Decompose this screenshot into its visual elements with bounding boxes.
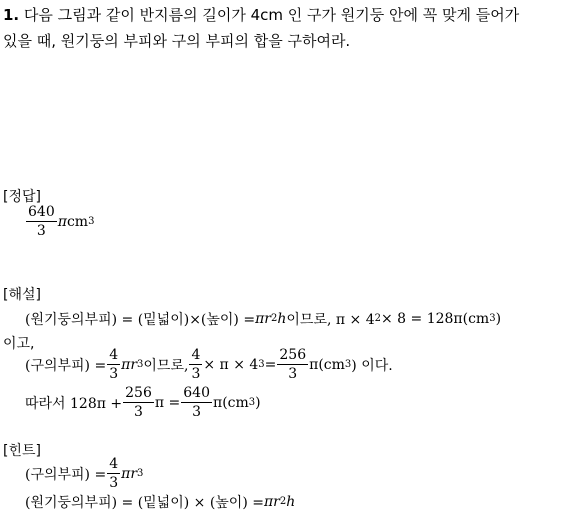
solution-l4-frac-1 (123, 386, 154, 419)
solution-l4-frac-2-den: 3 (192, 404, 202, 420)
hint-l2-h: h (286, 494, 296, 510)
solution-line-4: 따라서 128π + $\frac{256}{3}$ π = $\frac{640}{3}$ π(cm 3 ) (25, 385, 261, 420)
hint-l2-pir: πr (263, 494, 280, 510)
hint-l2-lhs: (원기둥의부피) = (밑넓이) × (높이) = (25, 495, 264, 511)
hint-line-1: (구의부피) = $\frac{4}{3}$ πr 3 (25, 456, 144, 491)
answer-heading: [정답] (3, 189, 41, 205)
hint-l1-lhs: (구의부피) = (25, 466, 107, 483)
solution-l4-frac-1-den: 3 (134, 404, 143, 420)
problem-text-1: 다음 그림과 같이 반지름의 길이가 4cm 인 구가 원기둥 안에 꼭 맞게 들어가 (23, 6, 520, 24)
solution-l4-close: ) (255, 394, 261, 411)
solution-l3-lhs: (구의부피) = (25, 357, 107, 374)
answer-unit: cm (66, 213, 89, 230)
solution-l3-tail: π(cm (309, 356, 345, 373)
problem-line-2: 있을 때, 원기둥의 부피와 구의 부피의 합을 구하여라. (3, 32, 351, 50)
solution-l4-mid: π = (154, 394, 181, 411)
solution-l3-mid: 이므로, (143, 357, 189, 374)
solution-l4-tail: π(cm (213, 394, 249, 411)
solution-l3-frac-1-den: 3 (109, 366, 119, 382)
problem-number: 1. (3, 6, 20, 24)
hint-l1-frac (107, 457, 120, 490)
answer-fraction-num: 640 (28, 204, 55, 220)
solution-l3-pir: πr (121, 356, 138, 373)
solution-l3-frac-2 (189, 348, 202, 381)
solution-l3-frac-1 (107, 348, 120, 381)
solution-l4-frac-2-num: 640 (183, 385, 210, 401)
problem-line-1 (3, 4, 519, 25)
solution-l3-frac-1-num: 4 (109, 347, 119, 363)
solution-l3-eq: = (264, 356, 277, 373)
solution-l3-frac-2-num: 4 (191, 347, 201, 363)
solution-l3-frac-3 (277, 348, 308, 381)
solution-l3-close: ) 이다. (351, 357, 393, 374)
solution-line-1: (원기둥의부피) = (밑넓이)×(높이) = πr 2 h 이므로, π × 4 2 × 8 = 128π(cm 3 ) (25, 311, 502, 328)
solution-l4-lhs: 따라서 128π + (25, 395, 123, 412)
hint-line-2: (원기둥의부피) = (밑넓이) × (높이) = πr 2 h (25, 494, 296, 511)
solution-l1-mid: 이므로, π × 4 (286, 312, 375, 328)
solution-l4-frac-1-num: 256 (125, 385, 152, 401)
answer-value: $\frac{640}{3}$ π cm 3 (28, 204, 95, 239)
hint-heading: [힌트] (3, 443, 41, 459)
solution-line-2: 이고, (3, 336, 35, 352)
hint-l1-frac-num: 4 (109, 456, 119, 472)
solution-l4-frac-2 (181, 386, 212, 419)
solution-l3-frac-2-den: 3 (191, 366, 201, 382)
solution-l3-mid2: × π × 4 (203, 356, 259, 373)
solution-l3-frac-3-den: 3 (288, 366, 298, 382)
answer-pi: π (57, 213, 67, 230)
answer-fraction-den: 3 (36, 223, 46, 239)
answer-fraction (26, 205, 57, 238)
hint-l1-pir: πr (121, 465, 138, 482)
solution-l1-h: h (277, 311, 287, 327)
solution-heading: [해설] (3, 287, 41, 303)
solution-line-3: (구의부피) = $\frac{4}{3}$ πr 3 이므로, $\frac{4}{3}$ × π × 4 3 = $\frac{256}{3}$ π(cm 3 ) 이다. (25, 347, 393, 382)
solution-l3-frac-3-num: 256 (279, 347, 307, 363)
solution-l1-lhs: (원기둥의부피) = (밑넓이)×(높이) = (25, 312, 256, 328)
solution-l1-tail: × 8 = 128π(cm (380, 311, 490, 327)
solution-l1-close: ) (495, 311, 502, 327)
hint-l1-frac-den: 3 (109, 475, 119, 491)
solution-l1-pir: πr (255, 311, 271, 327)
